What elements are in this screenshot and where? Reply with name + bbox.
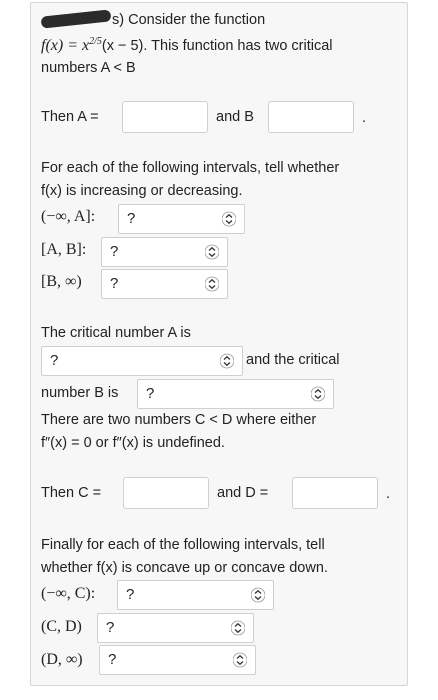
q5-intro-1: Finally for each of the following intervals, tell [41,537,325,553]
select-value: ? [127,210,136,227]
q4-line-2: f″(x) = 0 or f″(x) is undefined. [41,435,225,451]
increasing-select-1[interactable] [118,204,245,234]
concavity-select-3[interactable] [99,645,256,675]
interval-label: (D, ∞) [41,651,83,668]
q5-intro-2: whether f(x) is concave up or concave down. [41,560,328,576]
and-d-label: and D = [217,485,269,501]
chevron-updown-icon [311,386,325,402]
then-a-label: Then A = [41,109,99,125]
answer-a-input[interactable] [122,101,208,133]
q2-intro-1: For each of the following intervals, tell whether [41,160,340,176]
chevron-updown-icon [231,620,245,636]
function-line [41,36,333,55]
function-rest: (x − 5). This function has two critical [101,37,333,54]
interval-label: (−∞, C): [41,585,96,602]
select-value: ? [126,586,135,603]
points-text: s) Consider the function [112,12,266,28]
answer-b-input[interactable] [268,101,354,133]
select-value: ? [110,275,119,292]
chevron-updown-icon [205,276,219,292]
then-c-label: Then C = [41,485,102,501]
answer-c-input[interactable] [123,477,209,509]
increasing-select-2[interactable] [101,237,228,267]
select-value: ? [108,651,117,668]
interval-label: (C, D) [41,618,82,635]
chevron-updown-icon [251,587,265,603]
chevron-updown-icon [233,652,247,668]
period-2: . [386,486,391,502]
interval-label: [A, B]: [41,241,87,258]
critical-a-select[interactable] [41,346,243,376]
critical-b-select[interactable] [137,379,334,409]
and-critical-text: and the critical [246,352,340,368]
and-b-label: and B [216,109,254,125]
answer-d-input[interactable] [292,477,378,509]
chevron-updown-icon [220,353,234,369]
interval-label: (−∞, A]: [41,208,96,225]
number-b-text: number B is [41,385,119,401]
q4-line-1: There are two numbers C < D where either [41,412,317,428]
select-value: ? [50,352,59,369]
select-value: ? [106,619,115,636]
period-1: . [362,110,367,126]
select-value: ? [146,385,155,402]
concavity-select-2[interactable] [97,613,254,643]
select-value: ? [110,243,119,260]
chevron-updown-icon [205,244,219,260]
concavity-select-1[interactable] [117,580,274,610]
increasing-select-3[interactable] [101,269,228,299]
critical-a-text: The critical number A is [41,325,191,341]
q2-intro-2: f(x) is increasing or decreasing. [41,183,243,199]
interval-label: [B, ∞) [41,273,82,290]
function-exponent: 2/5 [89,36,102,47]
function-lhs: f(x) = x [41,36,90,54]
numbers-line: numbers A < B [41,60,136,76]
chevron-updown-icon [222,211,236,227]
